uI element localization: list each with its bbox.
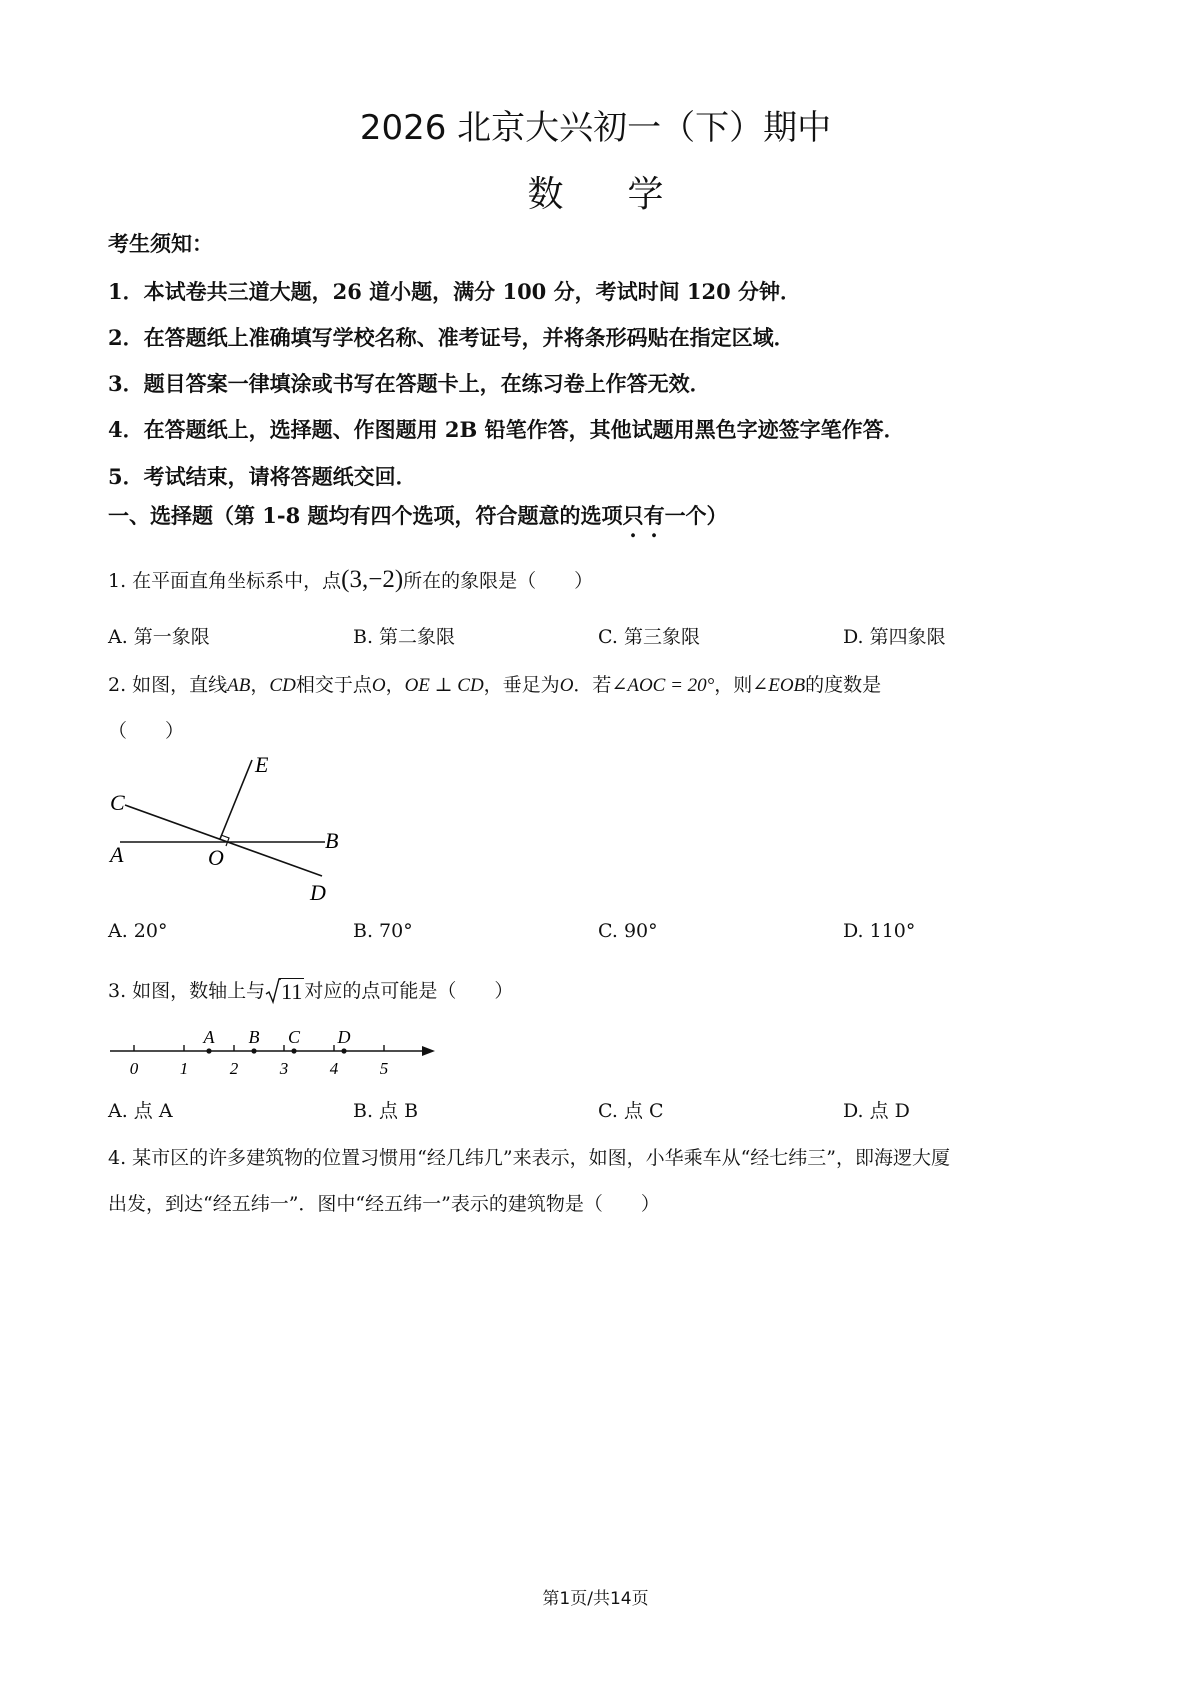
axis-tick-label: 0: [129, 1059, 139, 1078]
q3-option-b: B. 点 B: [353, 1100, 419, 1122]
q3-option-c: C. 点 C: [598, 1100, 664, 1122]
point-label-c: C: [287, 1027, 301, 1047]
q2-option-b: B. 70°: [353, 920, 413, 942]
section-heading-suffix: 一个）: [664, 503, 728, 528]
q2-option-a: A. 20°: [108, 920, 168, 942]
notice-heading: 考生须知：: [108, 231, 213, 256]
label-c: C: [110, 790, 125, 815]
q2-text: ．若: [573, 674, 612, 696]
q2-text: ，: [250, 674, 270, 696]
axis-tick-label: 5: [379, 1059, 389, 1078]
question-2-stem: [108, 670, 881, 697]
notice-rule-5: 5．考试结束，请将答题纸交回．: [108, 464, 417, 489]
axis-tick-label: 4: [329, 1059, 339, 1078]
q3-sqrt: [265, 979, 304, 1005]
question-3-stem: [108, 976, 513, 1005]
q1-option-a: A. 第一象限: [108, 626, 210, 648]
section-heading-emphasis: 只: [622, 503, 644, 528]
axis-arrow-icon: [422, 1046, 435, 1056]
label-e: E: [255, 752, 269, 777]
label-o: O: [208, 845, 224, 870]
notice-rule-2: 2．在答题纸上准确填写学校名称、准考证号，并将条形码贴在指定区域．: [108, 325, 795, 350]
point-c: [291, 1048, 296, 1053]
axis-tick-label: 1: [179, 1059, 189, 1078]
label-a: A: [110, 842, 124, 867]
point-a: [206, 1048, 211, 1053]
section-heading: [108, 500, 728, 530]
q3-text-pre: 3. 如图，数轴上与: [108, 980, 266, 1002]
notice-rule-1: 1．本试卷共三道大题，26 道小题，满分 100 分，考试时间 120 分钟．: [108, 279, 802, 304]
q2-text: ，垂足为: [483, 674, 560, 696]
q3-option-a: A. 点 A: [108, 1100, 173, 1122]
q2-text: 的度数是: [805, 674, 882, 696]
q2-text: ，: [385, 674, 405, 696]
q2-line-cd: CD: [269, 675, 296, 696]
axis-tick-label: 2: [229, 1059, 239, 1078]
point-d: [341, 1048, 346, 1053]
q2-angle-aoc: ∠AOC = 20°: [611, 675, 715, 696]
label-b: B: [325, 828, 339, 853]
question-4-line-2: 出发，到达“经五纬一”．图中“经五纬一”表示的建筑物是（ ）: [108, 1193, 660, 1215]
q2-perpendicular: OE ⊥ CD: [404, 675, 484, 696]
q2-point-o: O: [371, 675, 386, 696]
q2-line-ab: AB: [227, 675, 251, 696]
q2-text: ，则: [714, 674, 753, 696]
ray-oe: [220, 760, 252, 839]
point-label-a: A: [203, 1027, 215, 1047]
q2-text: 相交于点: [295, 674, 372, 696]
q3-text-post: 对应的点可能是（ ）: [304, 980, 514, 1002]
q2-option-d: D. 110°: [843, 920, 916, 942]
label-d: D: [310, 880, 326, 905]
question-4-line-1: 4. 某市区的许多建筑物的位置习惯用“经几纬几”来表示，如图，小华乘车从“经七纬三”，即海逻大厦: [108, 1147, 951, 1169]
question-1-stem: [108, 566, 593, 594]
point-b: [251, 1048, 256, 1053]
q2-point-o: O: [559, 675, 574, 696]
q1-text-pre: 1. 在平面直角坐标系中，点: [108, 570, 342, 592]
exam-subject: 数学: [527, 174, 728, 215]
q3-option-d: D. 点 D: [843, 1100, 910, 1122]
notice-rule-3: 3．题目答案一律填涂或书写在答题卡上，在练习卷上作答无效．: [108, 371, 711, 396]
q1-text-post: 所在的象限是（ ）: [403, 570, 594, 592]
q2-option-c: C. 90°: [598, 920, 658, 942]
point-label-d: D: [337, 1027, 351, 1047]
notice-rule-4: 4．在答题纸上，选择题、作图题用 2B 铅笔作答，其他试题用黑色字迹签字笔作答．: [108, 417, 905, 442]
q3-radicand: 11: [281, 979, 303, 1004]
q2-angle-eob: ∠EOB: [752, 675, 806, 696]
q2-figure: [100, 750, 380, 910]
q1-option-b: B. 第二象限: [353, 626, 456, 648]
sqrt-icon: [265, 977, 281, 1005]
q2-answer-bracket: （ ）: [108, 720, 185, 742]
q2-text: 2. 如图，直线: [108, 674, 228, 696]
q1-option-d: D. 第四象限: [843, 626, 946, 648]
q3-number-line: [100, 1025, 440, 1080]
axis-tick-label: 3: [279, 1059, 289, 1078]
exam-title: 2026 北京大兴初一（下）期中: [359, 108, 832, 148]
q1-point: (3,−2): [341, 566, 404, 593]
point-label-b: B: [248, 1027, 260, 1047]
section-heading-emphasis: 有: [643, 503, 665, 528]
section-heading-prefix: 一、选择题（第 1-8 题均有四个选项，符合题意的选项: [108, 503, 623, 528]
q1-option-c: C. 第三象限: [598, 626, 700, 648]
page-number: 第1页/共14页: [542, 1589, 649, 1609]
